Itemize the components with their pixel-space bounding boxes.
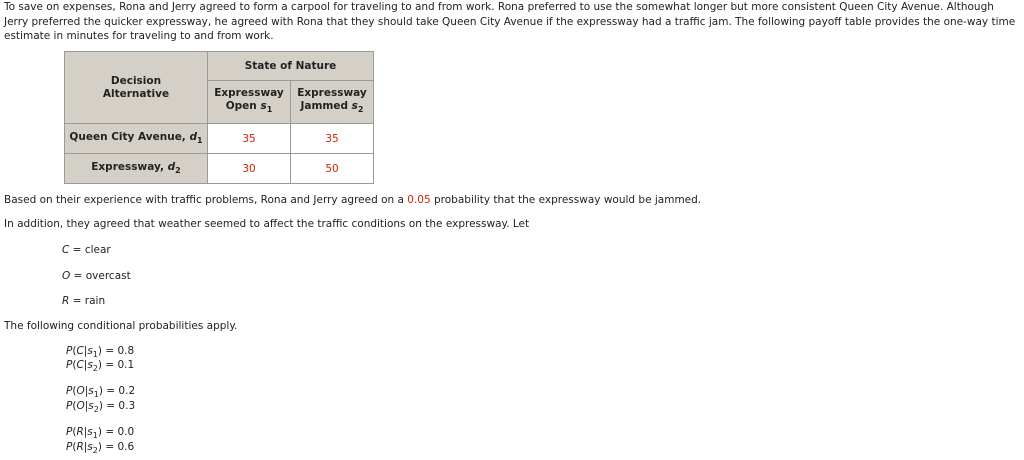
definition-overcast: O = overcast	[62, 270, 131, 282]
cell-queen-city-open: 35	[208, 124, 291, 154]
conditional-probabilities-intro: The following conditional probabilities apply.	[4, 320, 238, 332]
expressway-jammed-header: Expressway Jammed $s_2$	[291, 81, 374, 124]
cell-expressway-jammed: 50	[291, 154, 374, 184]
payoff-table	[64, 51, 374, 184]
jam-probability-value: 0.05	[407, 194, 431, 206]
prob-r-given-s1: $P(R|s_1) = 0.0$	[66, 426, 135, 441]
cell-expressway-open: 30	[208, 154, 291, 184]
weather-intro-text: In addition, they agreed that weather seemed to affect the traffic conditions on the expressway. Let	[4, 218, 530, 230]
prob-o-given-s1: $P(O|s_1) = 0.2$	[66, 385, 136, 400]
decision-alternative-header: Decision Alternative	[65, 52, 208, 124]
cell-queen-city-jammed: 35	[291, 124, 374, 154]
prob-c-given-s2: $P(C|s_2) = 0.1$	[66, 359, 135, 374]
prob-c-given-s1: $P(C|s_1) = 0.8$	[66, 345, 135, 360]
state-of-nature-header: State of Nature	[208, 52, 374, 81]
row-label-expressway: Expressway, $d_2$	[65, 154, 208, 184]
prob-o-given-s2: $P(O|s_2) = 0.3$	[66, 400, 136, 415]
experience-text: Based on their experience with traffic problems, Rona and Jerry agreed on a 0.05 probability that the expressway would be jammed.	[4, 194, 702, 206]
definition-clear: C = clear	[62, 244, 111, 256]
definition-rain: R = rain	[62, 295, 106, 307]
problem-intro: To save on expenses, Rona and Jerry agreed to form a carpool for traveling to and from work. Rona preferred to use the somewhat longer but more consistent Queen City Avenue. Although Jerry preferred the quicker expressway, he agreed with Rona that they should take Queen City Avenue if the expressway had a traffic jam. The following payoff table provides the one-way time estimate in minutes for traveling to and from work.	[4, 1, 1016, 42]
prob-r-given-s2: $P(R|s_2) = 0.6$	[66, 441, 135, 456]
row-label-queen-city: Queen City Avenue, $d_1$	[65, 124, 208, 154]
expressway-open-header: Expressway Open $s_1$	[208, 81, 291, 124]
